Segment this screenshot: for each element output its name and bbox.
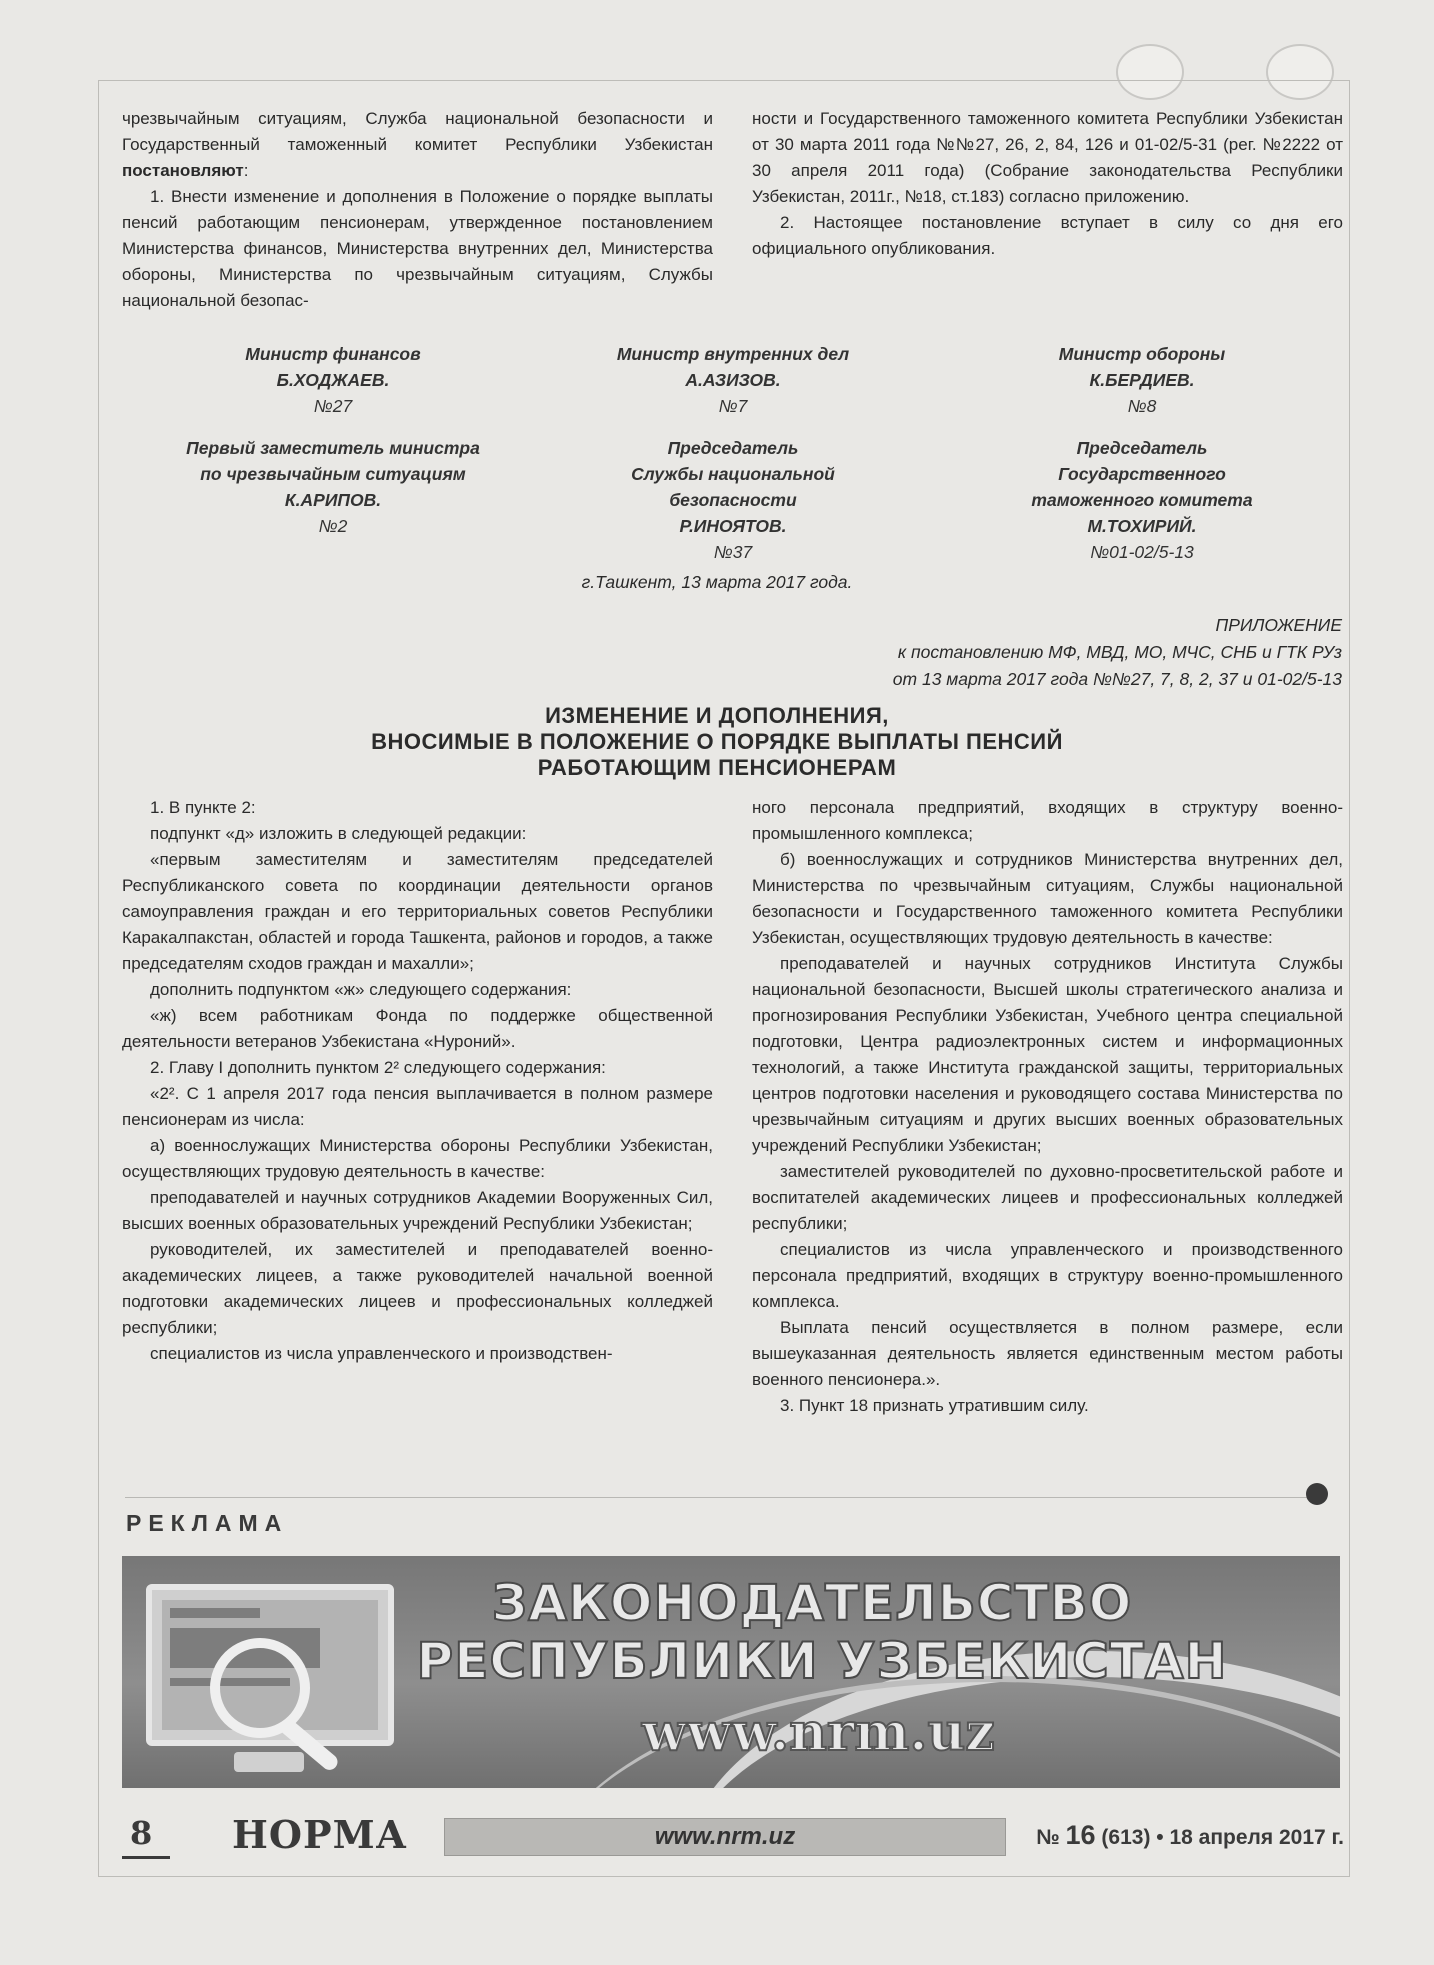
appendix-right-column — [752, 795, 1343, 1419]
appendix-paragraph: подпункт «д» изложить в следующей редакции: — [150, 824, 527, 843]
appendix-paragraph: Выплата пенсий осуществляется в полном размере, если вышеуказанная деятельность является единственным местом работы военного пенсионера.». — [752, 1318, 1343, 1389]
page-footer — [122, 1812, 1344, 1858]
signature-security: Председатель Службы национальной безопасности Р.ИНОЯТОВ. №37 — [631, 438, 835, 562]
page-number: 8 — [130, 1814, 153, 1852]
issue-info: № 16 (613) • 18 апреля 2017 г. — [1036, 1820, 1344, 1850]
place-date: г.Ташкент, 13 марта 2017 года. — [581, 572, 853, 592]
signature-interior: Министр внутренних дел А.АЗИЗОВ. №7 — [616, 344, 850, 416]
signature-defense: Министр обороны К.БЕРДИЕВ. №8 — [1058, 344, 1226, 416]
newspaper-name: НОРМА — [232, 1812, 408, 1857]
ad-url[interactable]: www.nrm.uz — [642, 1702, 995, 1763]
footer-site-link[interactable]: www.nrm.uz — [654, 1823, 796, 1850]
ad-label: РЕКЛАМА — [126, 1510, 289, 1536]
page-number-underline — [122, 1856, 170, 1859]
appendix-paragraph: заместителей руководителей по духовно-просветительской работе и воспитателей академических лицеев и профессиональных колледжей республики; — [752, 1162, 1343, 1233]
monitor-stand — [234, 1752, 304, 1772]
ad-headline-1: ЗАКОНОДАТЕЛЬСТВО — [491, 1574, 1133, 1632]
appendix-paragraph: 2. Главу I дополнить пунктом 2² следующего содержания: — [150, 1058, 606, 1077]
signature-emergency: Первый заместитель министра по чрезвычайным ситуациям К.АРИПОВ. №2 — [186, 438, 480, 536]
appendix-label: ПРИЛОЖЕНИЕ — [1215, 615, 1342, 635]
appendix-paragraph: руководителей, их заместителей и преподавателей военно-академических лицеев, а также руководителей начальной военной подготовки академических лицеев и профессиональных колледжей республики; — [122, 1240, 713, 1337]
footer-site-bar — [444, 1818, 1006, 1856]
body-paragraph: ности и Государственного таможенного комитета Республики Узбекистан от 30 марта 2011 года №№27, 26, 2, 84, 126 и 01-02/5-31 (рег. №2222 от 30 апреля 2011 года) (Собрание законодательства Республики Узбекистан, 2011г., №18, ст.183) согласно приложению. — [752, 109, 1343, 206]
body-paragraph: чрезвычайным ситуациям, Служба национальной безопасности и Государственный таможенный комитет Республики Узбекистан постановляют: — [122, 109, 713, 180]
ad-headline-2: РЕСПУБЛИКИ УЗБЕКИСТАН — [416, 1632, 1228, 1690]
appendix-paragraph: а) военнослужащих Министерства обороны Республики Узбекистан, осуществляющих трудовую деятельность в качестве: — [122, 1136, 713, 1181]
appendix-paragraph: преподавателей и научных сотрудников Академии Вооруженных Сил, высших военных образовательных учреждений Республики Узбекистан; — [122, 1188, 713, 1233]
appendix-paragraph: б) военнослужащих и сотрудников Министерства внутренних дел, Министерства по чрезвычайным ситуациям, Службы национальной безопасности и Государственного таможенного комитета Республики Узбекистан, осуществляющих трудовую деятельность в качестве: — [752, 850, 1343, 947]
pushpin-icon — [1306, 1483, 1328, 1505]
appendix-paragraph: 3. Пункт 18 признать утратившим силу. — [780, 1396, 1089, 1415]
appendix-paragraph: 1. В пункте 2: — [150, 798, 256, 817]
body-right-column — [752, 106, 1343, 262]
appendix-paragraph: преподавателей и научных сотрудников Института Службы национальной безопасности, Высшей школы стратегического анализа и прогнозирования Республики Узбекистан, Учебного центра специальной подготовки, Центра радиоэлектронных систем и информационных технологий, а также Института гражданской защиты, территориальных центров подготовки населения и руководящего состава Министерства по чрезвычайным ситуациям и других высших военных образовательных учреждений Республики Узбекистан; — [752, 954, 1343, 1155]
appendix-paragraph: «2². С 1 апреля 2017 года пенсия выплачивается в полном размере пенсионерам из числа: — [122, 1084, 713, 1129]
appendix-paragraph: специалистов из числа управленческого и производственного персонала предприятий, входящих в структуру военно-промышленного комплекса. — [752, 1240, 1343, 1311]
body-left-column — [122, 106, 713, 314]
ad-banner[interactable] — [122, 1556, 1340, 1788]
ad-divider — [125, 1497, 1325, 1498]
appendix-title: ИЗМЕНЕНИЕ И ДОПОЛНЕНИЯ, ВНОСИМЫЕ В ПОЛОЖЕНИЕ О ПОРЯДКЕ ВЫПЛАТЫ ПЕНСИЙ РАБОТАЮЩИМ ПЕНСИОНЕРАМ — [371, 703, 1063, 780]
signature-customs: Председатель Государственного таможенного комитета М.ТОХИРИЙ. №01-02/5-13 — [1031, 438, 1253, 562]
appendix-reference: ПРИЛОЖЕНИЕ к постановлению МФ, МВД, МО, МЧС, СНБ и ГТК РУз от 13 марта 2017 года №№27, 7, 8, 2, 37 и 01-02/5-13 — [893, 612, 1342, 693]
appendix-paragraph: «ж) всем работникам Фонда по поддержке общественной деятельности ветеранов Узбекистана «Нуроний». — [122, 1006, 713, 1051]
signature-finance: Министр финансов Б.ХОДЖАЕВ. №27 — [245, 344, 421, 416]
body-bold-word: постановляют — [122, 161, 244, 180]
appendix-paragraph: ного персонала предприятий, входящих в структуру военно-промышленного комплекса; — [752, 798, 1343, 843]
appendix-left-column — [122, 795, 713, 1367]
appendix-paragraph: «первым заместителям и заместителям председателей Республиканского совета по координации деятельности органов самоуправления граждан и его территориальных советов Республики Каракалпакстан, областей и города Ташкента, районов и городов, а также председателям сходов граждан и махалли»; — [122, 850, 713, 973]
appendix-paragraph: специалистов из числа управленческого и производствен- — [150, 1344, 613, 1363]
body-paragraph: 1. Внести изменение и дополнения в Положение о порядке выплаты пенсий работающим пенсионерам, утвержденное постановлением Министерства финансов, Министерства внутренних дел, Министерства обороны, Министерства по чрезвычайным ситуациям, Службы национальной безопас- — [122, 187, 713, 310]
appendix-paragraph: дополнить подпунктом «ж» следующего содержания: — [150, 980, 572, 999]
body-paragraph: 2. Настоящее постановление вступает в силу со дня его официального опубликования. — [752, 213, 1343, 258]
